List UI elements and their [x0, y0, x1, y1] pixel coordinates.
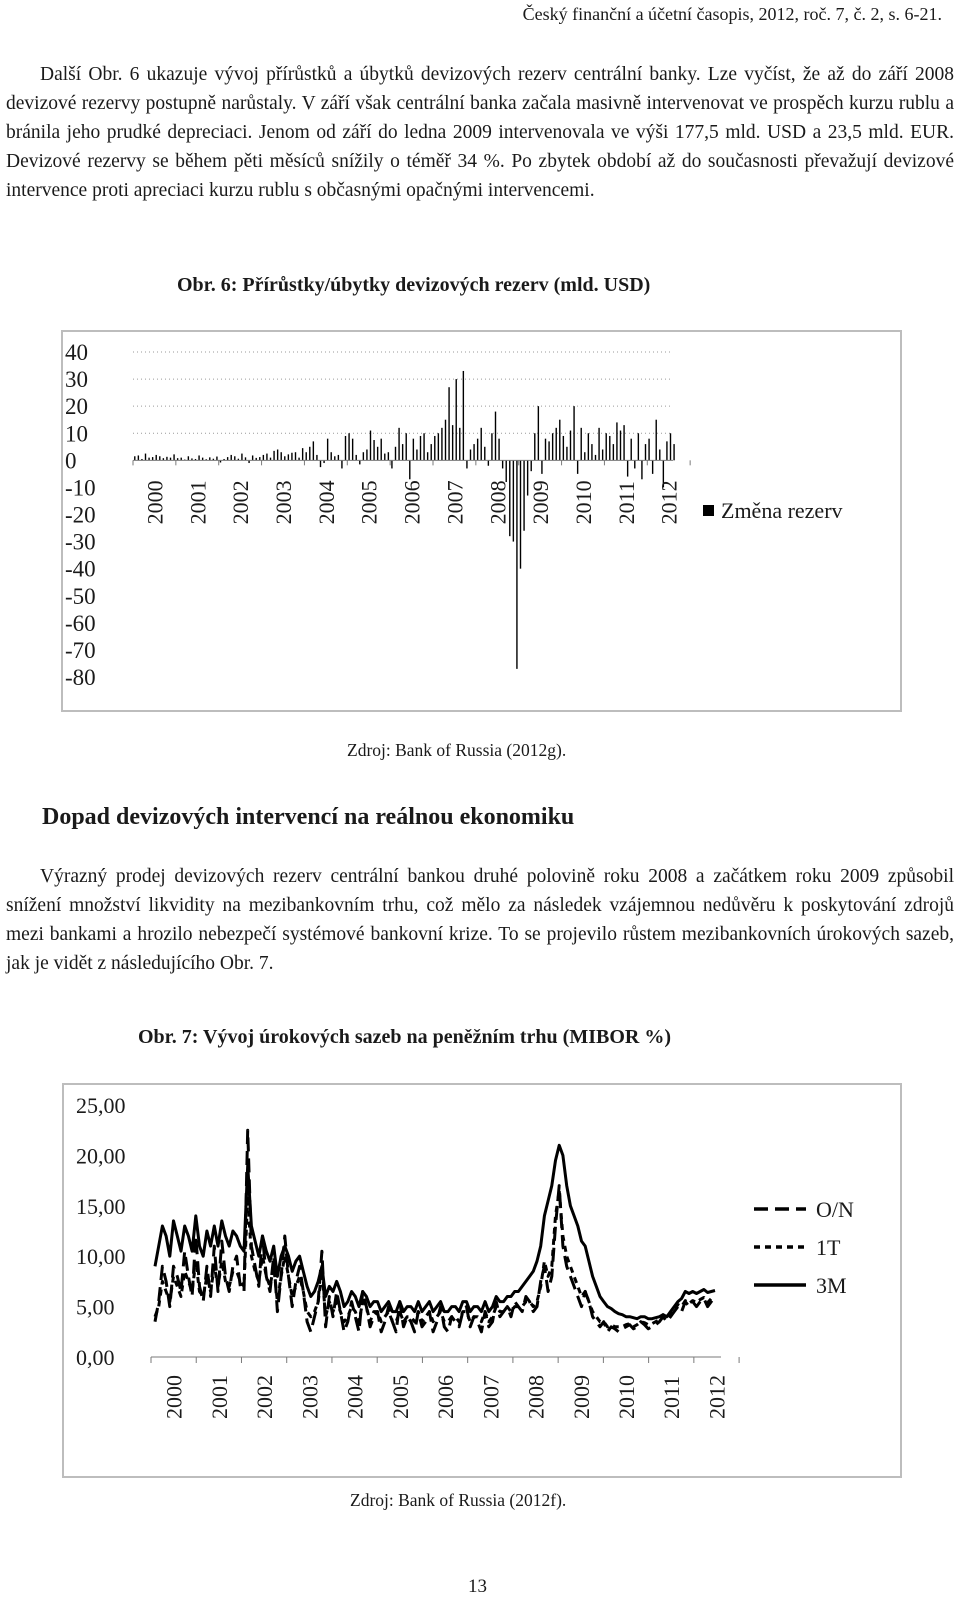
x-tick-label: 2000 [142, 480, 168, 525]
series-line-on [155, 1130, 715, 1332]
x-tick-label: 2012 [704, 1375, 730, 1419]
y-tick-label: -30 [65, 529, 96, 555]
figure6-title: Obr. 6: Přírůstky/úbytky devizových rezerv (mld. USD) [177, 274, 651, 296]
x-tick-label: 2009 [568, 1375, 594, 1419]
x-tick-label: 2005 [387, 1375, 413, 1419]
y-tick-label: -40 [65, 556, 96, 582]
series-line-1t [155, 1191, 715, 1327]
x-tick-label: 2012 [656, 480, 682, 525]
legend-swatch [703, 505, 714, 516]
y-tick-label: 15,00 [76, 1193, 126, 1219]
x-tick-label: 2010 [614, 1375, 639, 1419]
x-tick-label: 2007 [442, 480, 468, 525]
legend-label: 1T [816, 1235, 841, 1260]
y-tick-label: 25,00 [76, 1093, 126, 1118]
running-head: Český finanční a účetní časopis, 2012, roč. 7, č. 2, s. 6-21. [522, 4, 942, 24]
y-tick-label: -70 [65, 637, 96, 663]
mibor-line-chart [64, 1085, 900, 1476]
x-tick-label: 2009 [528, 480, 554, 525]
y-tick-label: -20 [65, 502, 96, 528]
page-number: 13 [468, 1576, 487, 1597]
x-tick-label: 2002 [252, 1375, 278, 1419]
x-tick-label: 2004 [313, 480, 339, 525]
x-tick-label: 2004 [342, 1375, 368, 1419]
legend-label: O/N [816, 1197, 854, 1222]
intro-paragraph: Další Obr. 6 ukazuje vývoj přírůstků a úbytků devizových rezerv centrální banky. Lze vyčíst, že až do září 2008 devizové rezervy postupně narůstaly. V září však centrální banka začala masivně intervenovat ve prospěch kurzu rublu a bránila jeho prudké depreciaci. Jenom od září do ledna 2009 intervenovala ve výši 177,5 mld. USD a 23,5 mld. EUR. Devizové rezervy se během pěti měsíců snížily o téměř 34 %. Po zbytek období až do současnosti převažují devizové intervence proti apreciaci kurzu rublu s občasnými opačnými intervencemi. [6, 64, 954, 201]
x-tick-label: 2008 [523, 1375, 549, 1419]
y-tick-label: 20 [65, 394, 88, 420]
series-line-3m [155, 1145, 715, 1318]
x-tick-label: 2000 [161, 1375, 187, 1419]
y-tick-label: -60 [65, 610, 96, 636]
y-tick-label: -80 [65, 665, 96, 690]
y-tick-label: 5,00 [76, 1294, 115, 1320]
figure6-source: Zdroj: Bank of Russia (2012g). [347, 740, 567, 760]
y-tick-label: 40 [65, 340, 88, 365]
x-tick-label: 2007 [478, 1375, 504, 1419]
figure7-source: Zdroj: Bank of Russia (2012f). [350, 1490, 567, 1510]
y-tick-label: 10 [65, 421, 88, 447]
y-tick-label: 0 [65, 448, 77, 474]
x-tick-label: 2006 [433, 1375, 459, 1419]
x-tick-label: 2008 [485, 480, 511, 525]
x-tick-label: 2011 [659, 1375, 685, 1419]
x-tick-label: 2005 [356, 480, 382, 525]
x-tick-label: 2010 [571, 480, 596, 525]
x-tick-label: 2003 [297, 1375, 323, 1419]
reserves-bar-chart [63, 332, 900, 710]
legend-label: Změna rezerv [721, 498, 843, 523]
x-tick-label: 2002 [228, 480, 254, 525]
x-tick-label: 2001 [206, 1375, 232, 1419]
reserves-chart-frame [61, 330, 902, 712]
x-tick-label: 2001 [185, 480, 211, 525]
x-tick-label: 2006 [399, 480, 425, 525]
mibor-chart-frame [62, 1083, 902, 1478]
y-tick-label: 10,00 [76, 1244, 126, 1270]
x-tick-label: 2011 [613, 481, 639, 525]
y-tick-label: 0,00 [76, 1345, 115, 1370]
figure7-title: Obr. 7: Vývoj úrokových sazeb na peněžním trhu (MIBOR %) [138, 1026, 671, 1048]
legend-label: 3M [816, 1273, 847, 1298]
body-paragraph: Výrazný prodej devizových rezerv centrální bankou druhé polovině roku 2008 a začátkem roku 2009 způsobil snížení množství likvidity na mezibankovním trhu, což mělo za následek vzájemnou nedůvěru k poskytování zdrojů mezi bankami a hrozilo nebezpečí systémové bankovní krize. To se projevilo růstem mezibankovních úrokových sazeb, jak je vidět z následujícího Obr. 7. [6, 866, 954, 974]
x-tick-label: 2003 [271, 480, 296, 525]
y-tick-label: 20,00 [76, 1143, 126, 1169]
y-tick-label: -10 [65, 475, 96, 501]
y-tick-label: 30 [65, 367, 88, 393]
y-tick-label: -50 [65, 583, 96, 609]
section-heading: Dopad devizových intervencí na reálnou ekonomiku [42, 804, 575, 830]
